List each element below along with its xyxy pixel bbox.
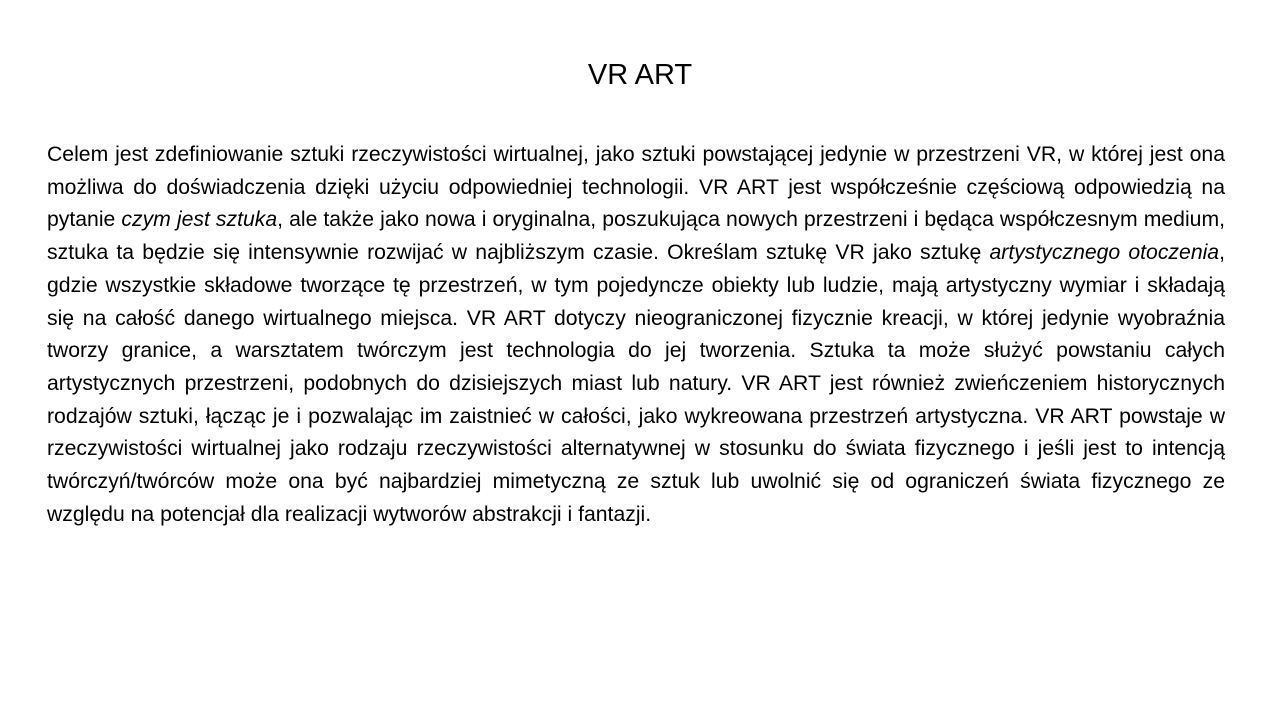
paragraph-text-part-2: , ale także jako nowa i oryginalna, poszukująca nowych przestrzeni i będąca współczesnym medium, sztuka ta będzie się intensywnie rozwijać w najbliższym czasie. Określam sztukę VR jako sztukę bbox=[47, 208, 1225, 265]
slide-title: VR ART bbox=[587, 59, 693, 91]
body-paragraph bbox=[47, 139, 1225, 531]
paragraph-text-part-1: Celem jest zdefiniowanie sztuki rzeczywistości wirtualnej, jako sztuki powstającej jedynie w przestrzeni VR, w której jest ona możliwa do doświadczenia dzięki użyciu odpowiedniej technologii. VR ART jest współcześnie częściową odpowiedzią na pytanie bbox=[47, 143, 1225, 232]
italic-phrase-artystycznego-otoczenia: artystycznego otoczenia bbox=[989, 241, 1220, 265]
paragraph-text-part-3: , gdzie wszystkie składowe tworzące tę przestrzeń, w tym pojedyncze obiekty lub ludzie, mają artystyczny wymiar i składają się na całość danego wirtualnego miejsca. VR ART dotyczy nieograniczonej fizycznie kreacji, w której jedynie wyobraźnia tworzy granice, a warsztatem twórczym jest technologia do jej tworzenia. Sztuka ta może służyć powstaniu całych artystycznych przestrzeni, podobnych do dzisiejszych miast lub natury. VR ART jest również zwieńczeniem historycznych rodzajów sztuki, łącząc je i pozwalając im zaistnieć w całości, jako wykreowana przestrzeń artystyczna. VR ART powstaje w rzeczywistości wirtualnej jako rodzaju rzeczywistości alternatywnej w stosunku do świata fizycznego i jeśli jest to intencją twórczyń/twórców może ona być najbardziej mimetyczną ze sztuk lub uwolnić się od ograniczeń świata fizycznego ze względu na potencjał dla realizacji wytworów abstrakcji i fantazji. bbox=[47, 241, 1225, 526]
italic-phrase-czym-jest-sztuka: czym jest sztuka bbox=[121, 208, 278, 232]
